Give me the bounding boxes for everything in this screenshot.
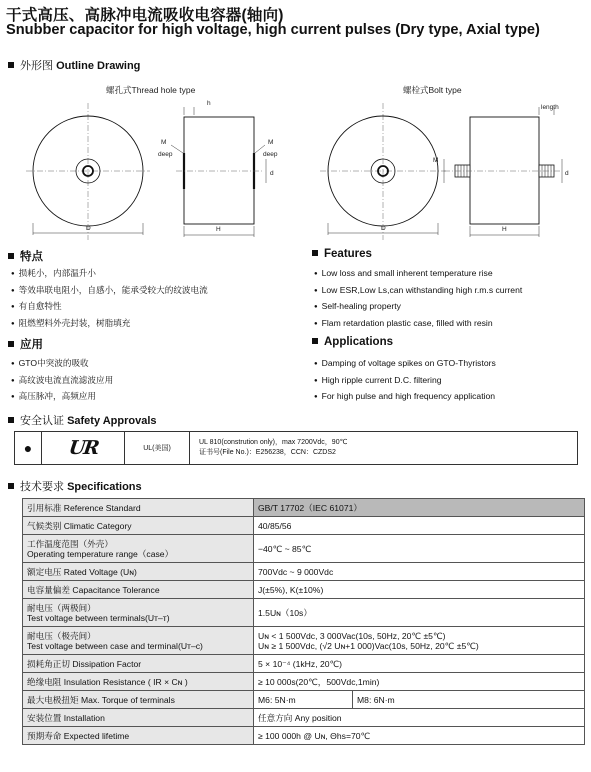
spec-value: J(±5%), K(±10%) xyxy=(254,581,585,599)
spec-value: ≥ 10 000s(20℃，500Vdc,1min) xyxy=(254,673,585,691)
svg-text:deep: deep xyxy=(263,151,278,158)
features-cn-list xyxy=(11,266,208,332)
list-item: ● 有自愈特性 xyxy=(11,299,208,316)
svg-text:d: d xyxy=(565,170,569,177)
spec-value: 1.5Uɴ（10s） xyxy=(254,599,585,627)
table-row xyxy=(23,655,585,673)
spec-value: ≥ 100 000h @ Uɴ, Θhs=70℃ xyxy=(254,727,585,745)
outline-drawing xyxy=(0,95,591,240)
list-item: ● For high pulse and high frequency application xyxy=(314,389,496,406)
spec-key: 安装位置 Installation xyxy=(23,709,254,727)
list-item: ● High ripple current D.C. filtering xyxy=(314,373,496,390)
ul-logo-cell xyxy=(42,432,125,465)
table-row xyxy=(23,581,585,599)
features-en-heading: Features xyxy=(312,248,372,260)
list-item: ● 等效串联电阻小，自感小，能承受较大的纹波电流 xyxy=(11,283,208,300)
spec-key: 耐电压（两极间） Test voltage between terminals(Uᴛ–ᴛ) xyxy=(23,599,254,627)
list-item: ● Low ESR,Low Ls,can withstanding high r.m.s current xyxy=(314,283,522,300)
list-item: ● 阻燃塑料外壳封装，树脂填充 xyxy=(11,316,208,333)
spec-key: 耐电压（极壳间） Test voltage between case and terminal(Uᴛ–ᴄ) xyxy=(23,627,254,655)
spec-value-b: M8: 6N·m xyxy=(353,691,585,709)
spec-key: 预期寿命 Expected lifetime xyxy=(23,727,254,745)
table-row xyxy=(23,535,585,563)
safety-region: UL(美国) xyxy=(125,432,190,465)
specs-heading: 技术要求 Specifications xyxy=(8,478,142,494)
table-row xyxy=(23,673,585,691)
bolt-type-caption: 螺栓式Bolt type xyxy=(403,85,462,95)
svg-text:D: D xyxy=(381,225,386,232)
thread-side-view xyxy=(158,100,278,237)
safety-detail xyxy=(190,432,578,465)
applications-en-heading: Applications xyxy=(312,336,393,348)
spec-key: 额定电压 Rated Voltage (Uɴ) xyxy=(23,563,254,581)
spec-value: GB/T 17702（IEC 61071） xyxy=(254,499,585,517)
safety-heading: 安全认证 Safety Approvals xyxy=(8,412,157,428)
list-item: ● 损耗小，内部温升小 xyxy=(11,266,208,283)
list-item: ● 高纹波电流直流滤波应用 xyxy=(11,373,113,390)
spec-key: 气候类别 Climatic Category xyxy=(23,517,254,535)
thread-d-label: D xyxy=(86,225,91,232)
spec-value: 5 × 10⁻⁴ (1kHz, 20℃) xyxy=(254,655,585,673)
table-row xyxy=(23,627,585,655)
svg-text:M: M xyxy=(161,139,167,146)
spec-value: Uɴ < 1 500Vdc, 3 000Vac(10s, 50Hz, 20℃ ±5℃) Uɴ ≥ 1 500Vdc, (√2 Uɴ+1 000)Vac(10s, 50Hz, 20℃ ±5℃) xyxy=(254,627,585,655)
list-item: ● 高压脉冲，高频应用 xyxy=(11,389,113,406)
svg-text:length: length xyxy=(541,104,559,111)
spec-value: M6: 5N·m xyxy=(254,691,353,709)
bullet-square-icon xyxy=(8,341,14,347)
bullet-square-icon xyxy=(8,483,14,489)
bolt-side-view xyxy=(433,104,569,237)
applications-en-list xyxy=(314,356,496,406)
spec-key: 电容量偏差 Capacitance Tolerance xyxy=(23,581,254,599)
spec-value: −40℃ ~ 85℃ xyxy=(254,535,585,563)
specs-table xyxy=(22,498,585,745)
table-row xyxy=(23,563,585,581)
svg-text:H: H xyxy=(502,226,507,233)
features-cn-heading: 特点 xyxy=(8,248,43,264)
title-cn: 干式高压、高脉冲电流吸收电容器(轴向) xyxy=(6,7,284,24)
bullet-square-icon xyxy=(8,417,14,423)
list-item: ● GTO中突波的吸收 xyxy=(11,356,113,373)
bolt-front-view xyxy=(320,103,446,240)
features-en-list xyxy=(314,266,522,332)
bullet-square-icon xyxy=(312,250,318,256)
spec-key: 工作温度范围（外壳） Operating temperature range（case） xyxy=(23,535,254,563)
bullet-square-icon xyxy=(8,62,14,68)
spec-value: 40/85/56 xyxy=(254,517,585,535)
safety-line-1: UL 810(constrution only)，max 7200Vdc，90℃ xyxy=(199,439,348,446)
title-en: Snubber capacitor for high voltage, high current pulses (Dry type, Axial type) xyxy=(6,22,540,38)
svg-text:M: M xyxy=(433,157,439,164)
table-row xyxy=(23,727,585,745)
svg-text:deep: deep xyxy=(158,151,173,158)
bullet-square-icon xyxy=(312,338,318,344)
spec-value: 任意方向 Any position xyxy=(254,709,585,727)
spec-key: 绝缘电阻 Insulation Resistance ( IR × Cɴ ) xyxy=(23,673,254,691)
ur-logo-icon: UR xyxy=(67,437,99,459)
thread-type-caption: 螺孔式Thread hole type xyxy=(106,85,196,95)
table-row xyxy=(23,599,585,627)
svg-text:h: h xyxy=(207,100,211,107)
table-row xyxy=(23,709,585,727)
spec-key: 引用标准 Reference Standard xyxy=(23,499,254,517)
list-item: ● Low loss and small inherent temperature rise xyxy=(314,266,522,283)
svg-text:d: d xyxy=(270,170,274,177)
safety-line-2: 证书号(File No.)：E256238，CCN：CZDS2 xyxy=(199,449,336,456)
svg-text:H: H xyxy=(216,226,221,233)
table-row xyxy=(23,517,585,535)
outline-heading-cn: 外形图 xyxy=(20,60,53,72)
svg-text:M: M xyxy=(268,139,274,146)
outline-heading-en: Outline Drawing xyxy=(56,60,141,72)
spec-key: 最大电极扭矩 Max. Torque of terminals xyxy=(23,691,254,709)
spec-value: 700Vdc ~ 9 000Vdc xyxy=(254,563,585,581)
list-item: ● Damping of voltage spikes on GTO-Thyristors xyxy=(314,356,496,373)
outline-heading xyxy=(8,57,140,73)
list-item: ● Flam retardation plastic case, filled with resin xyxy=(314,316,522,333)
applications-cn-heading: 应用 xyxy=(8,336,43,352)
safety-bullet: ● xyxy=(15,432,42,465)
applications-cn-list xyxy=(11,356,113,406)
safety-table xyxy=(14,431,578,465)
list-item: ● Self-healing property xyxy=(314,299,522,316)
bullet-square-icon xyxy=(8,253,14,259)
table-row xyxy=(23,691,585,709)
thread-front-view xyxy=(26,103,150,240)
table-row xyxy=(23,499,585,517)
spec-key: 损耗角正切 Dissipation Factor xyxy=(23,655,254,673)
